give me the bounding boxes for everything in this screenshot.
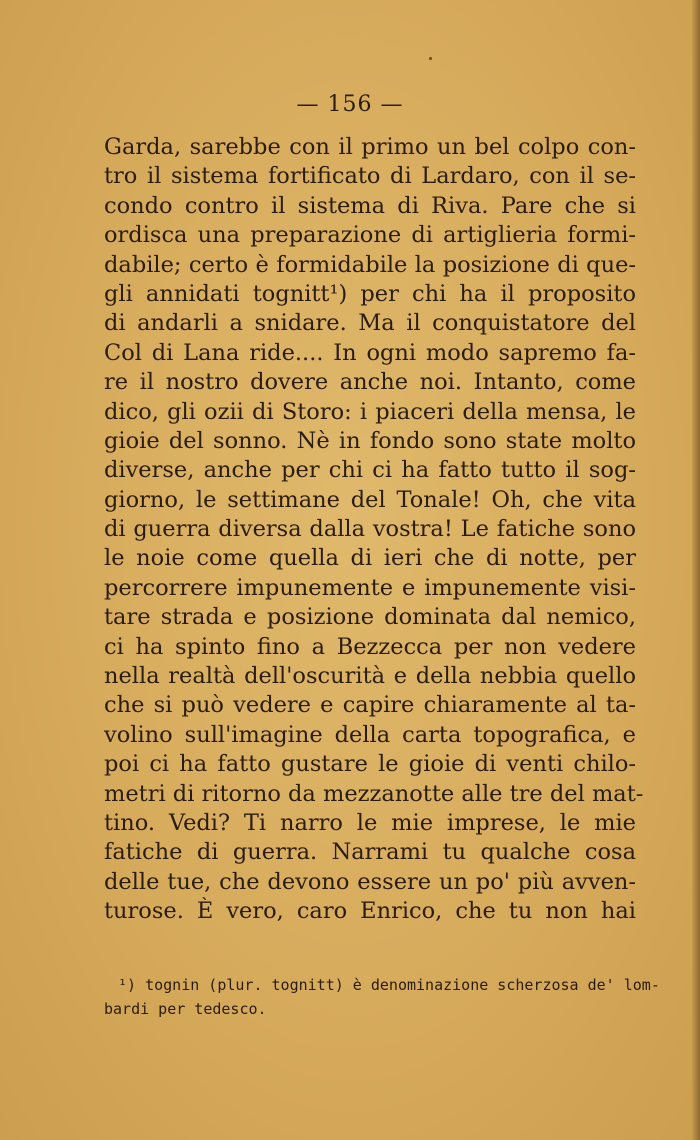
text-line: dabile; certo è formidabile la posizione di que- <box>104 251 636 278</box>
text-line: le noie come quella di ieri che di notte, per <box>104 545 636 572</box>
footnote <box>104 973 660 1021</box>
text-line: di guerra diversa dalla vostra! Le fatiche sono <box>104 516 636 543</box>
text-line: volino sull'imagine della carta topografica, e <box>104 721 636 748</box>
paper-speck <box>429 57 432 60</box>
text-line: tro il sistema fortificato di Lardaro, con il se- <box>104 163 636 190</box>
text-line: dico, gli ozii di Storo: i piaceri della mensa, le <box>104 398 636 425</box>
text-line: re il nostro dovere anche noi. Intanto, come <box>104 369 636 396</box>
footnote-line: bardi per tedesco. <box>104 1000 267 1018</box>
text-line: ordisca una preparazione di artiglieria formi- <box>104 222 636 249</box>
body-text <box>104 133 644 927</box>
text-line: ci ha spinto fino a Bezzecca per non vedere <box>104 633 636 660</box>
text-line: gli annidati tognitt¹) per chi ha il proposito <box>104 280 636 307</box>
text-line: poi ci ha fatto gustare le gioie di venti chilo- <box>104 751 636 778</box>
footnote-line: ¹) tognin (plur. tognitt) è denominazione scherzosa de' lom- <box>118 976 660 994</box>
text-line: Col di Lana ride.... In ogni modo sapremo fa- <box>104 339 636 366</box>
text-line: di andarli a snidare. Ma il conquistatore del <box>104 310 636 337</box>
text-line: tare strada e posizione dominata dal nemico, <box>104 604 636 631</box>
page-number: — 156 — <box>296 92 404 117</box>
text-line: giorno, le settimane del Tonale! Oh, che vita <box>104 486 636 513</box>
text-line: nella realtà dell'oscurità e della nebbia quello <box>104 663 636 690</box>
text-line: metri di ritorno da mezzanotte alle tre del mat- <box>104 780 644 807</box>
text-line: Garda, sarebbe con il primo un bel colpo con- <box>104 134 636 160</box>
text-line: delle tue, che devono essere un po' più avven- <box>104 868 636 895</box>
text-line: gioie del sonno. Nè in fondo sono state molto <box>104 427 636 454</box>
page-edge <box>692 0 700 1140</box>
text-line: fatiche di guerra. Narrami tu qualche cosa <box>104 839 636 866</box>
text-line: turose. È vero, caro Enrico, che tu non hai <box>104 898 636 925</box>
text-line: percorrere impunemente e impunemente visi- <box>104 574 636 601</box>
text-line: tino. Vedi? Ti narro le mie imprese, le mie <box>104 809 636 836</box>
text-line: che si può vedere e capire chiaramente al ta- <box>104 692 636 719</box>
text-line: diverse, anche per chi ci ha fatto tutto il sog- <box>104 457 636 484</box>
text-line: condo contro il sistema di Riva. Pare che si <box>104 192 636 219</box>
